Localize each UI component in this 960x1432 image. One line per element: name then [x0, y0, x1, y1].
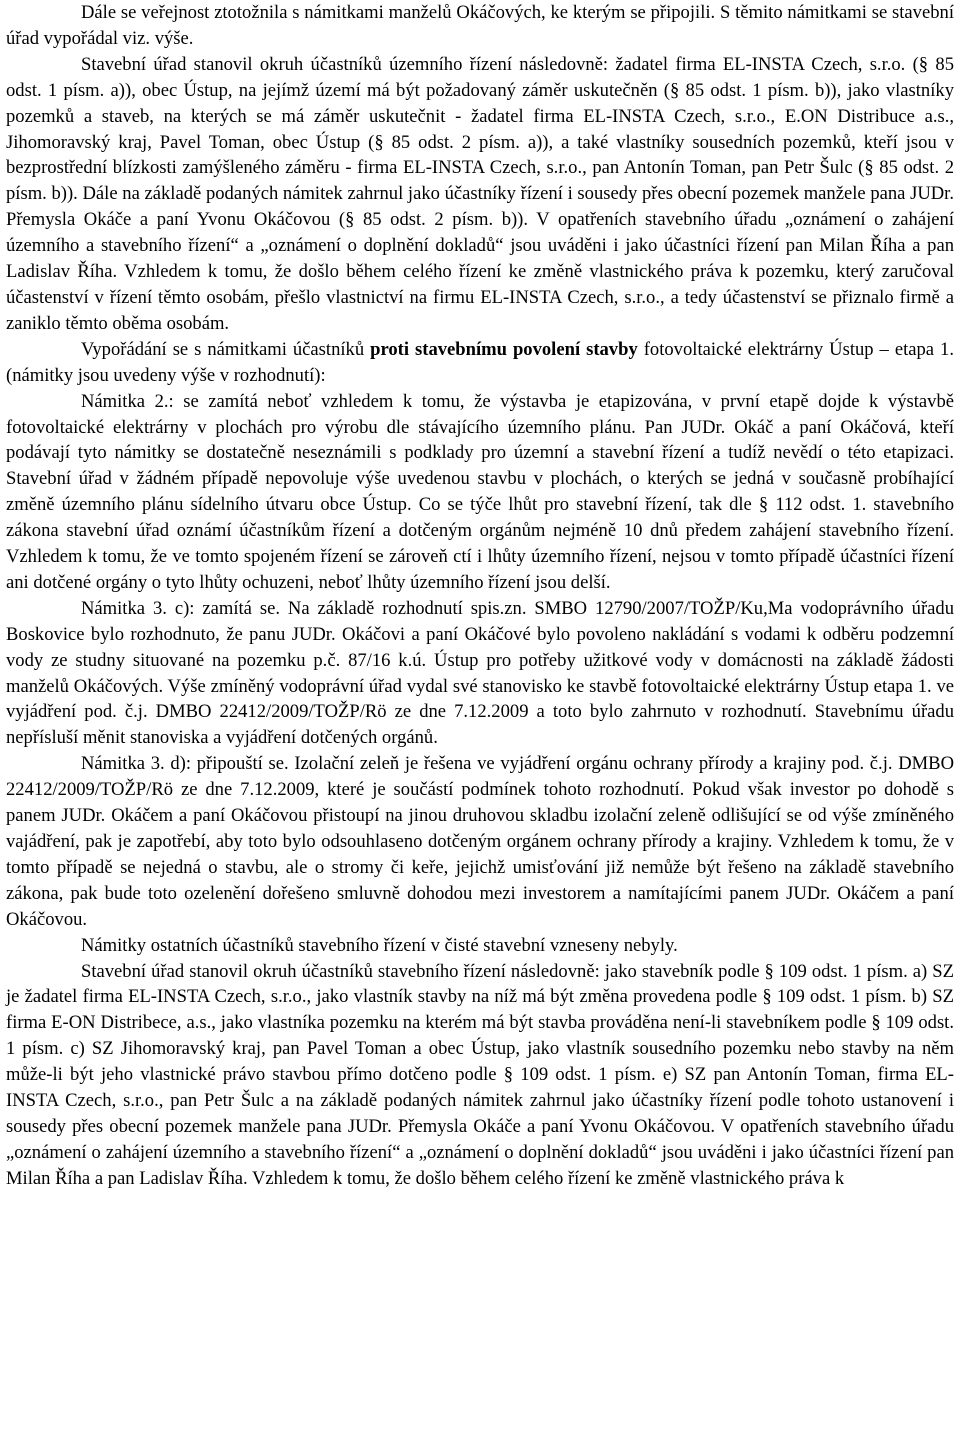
text-run: Námitka 3. c): zamítá se. Na základě rozhodnutí spis.zn. SMBO 12790/2007/TOŽP/Ku,Ma vodoprávního úřadu Boskovice bylo rozhodnuto, že panu JUDr. Okáčovi a paní Okáčové bylo povoleno nakládání s vodami k odběru podzemní vody ze studny situované na pozemku p.č. 87/16 k.ú. Ústup pro potřeby užitkové vody v domácnosti na základě žádosti manželů Okáčových. Výše zmíněný vodoprávní úřad vydal své stanovisko ke stavbě fotovoltaické elektrárny Ústup etapa 1. ve vyjádření pod. č.j. DMBO 22412/2009/TOŽP/Rö ze dne 7.12.2009 a toto bylo zahrnuto v rozhodnutí. Stavebnímu úřadu nepřísluší měnit stanoviska a vyjádření dotčených orgánů. — [6, 597, 954, 749]
text-run: Dále se veřejnost ztotožnila s námitkami manželů Okáčových, ke kterým se připojili. S těmito námitkami se stavební úřad vypořádal viz. výše. — [6, 2, 954, 49]
bold-text-run: proti stavebnímu povolení stavby — [370, 338, 638, 360]
text-run: Stavební úřad stanovil okruh účastníků stavebního řízení následovně: jako stavebník podle § 109 odst. 1 písm. a) SZ je žadatel firma EL-INSTA Czech, s.r.o., jako vlastník stavby na níž má být změna provedena podle § 109 odst. 1 písm. b) SZ firma E-ON Distribece, a.s., jako vlastníka pozemku na kterém má být stavba prováděna není-li stavebníkem podle § 109 odst. 1 písm. c) SZ Jihomoravský kraj, pan Pavel Toman a obec Ústup, jako vlastník sousedního pozemku nebo stavby na něm může-li být jeho vlastnické právo stavbou přímo dotčeno podle § 109 odst. 1 písm. e) SZ pan Antonín Toman, firma EL-INSTA Czech, s.r.o., pan Petr Šulc a na základě podaných námitek zahrnul jako účastníky řízení podle tohoto ustanovení i sousedy přes obecní pozemek manžele pana JUDr. Přemysla Okáče a paní Yvonu Okáčovou. V opatřeních stavebního úřadu „oznámení o zahájení územního a stavebního řízení“ a „oznámení o doplnění dokladů“ jsou uváděni i jako účastníci řízení pan Milan Říha a pan Ladislav Říha. Vzhledem k tomu, že došlo během celého řízení ke změně vlastnického práva k — [6, 960, 954, 1189]
text-run: fotovoltaické elektrárny Ústup – etapa 1. (námitky jsou uvedeny výše v rozhodnutí): — [6, 338, 954, 386]
text-run: Námitky ostatních účastníků stavebního řízení v čisté stavební vzneseny nebyly. — [81, 934, 678, 956]
paragraph-territorial-participants — [6, 52, 954, 337]
paragraph-public-objections — [6, 0, 954, 52]
text-run: Námitka 3. d): připouští se. Izolační zeleň je řešena ve vyjádření orgánu ochrany přírody a krajiny pod. č.j. DMBO 22412/2009/TOŽP/Rö ze dne 7.12.2009, které je součástí podmínek tohoto rozhodnutí. Pokud však investor po dohodě s panem JUDr. Okáčem a paní Okáčovou přistoupí na jinou druhovou skladbu izolační zeleně odlišující se od výše zmíněného vajádření, pak je zapotřebí, aby toto bylo odsouhlaseno dotčeným orgánem ochrany přírody a krajiny. Vzhledem k tomu, že v tomto případě se nejedná o stavbu, ale o stromy či keře, jejichž umisťování již nemůže být řešeno na základě stavebního zákona, pak bude toto ozelenění dořešeno smluvně dohodou mezi investorem a namítajícími panem JUDr. Okáčem a paní Okáčovou. — [6, 753, 954, 930]
paragraph-building-permit-objections-intro — [6, 337, 954, 389]
paragraph-objection-2 — [6, 389, 954, 596]
paragraph-objection-3c — [6, 596, 954, 751]
paragraph-no-other-objections — [6, 933, 954, 959]
text-run: Námitka 2.: se zamítá neboť vzhledem k tomu, že výstavba je etapizována, v první etapě dojde k výstavbě fotovoltaické elektrárny v plochách pro výrobu dle stávajícího územního plánu. Pan JUDr. Okáč a paní Okáčová, kteří podávají tyto námitky se dostatečně neseznámili s podklady pro územní a stavební řízení a tudíž nevědí o této etapizaci. Stavební úřad v žádném případě nepovoluje výše uvedenou stavbu v plochách, o kterých se jedná v současně probíhající změně územního plánu sídelního útvaru obce Ústup. Co se týče lhůt pro stavební řízení, tak dle § 112 odst. 1. stavebního zákona stavební úřad oznámí účastníkům řízení a dotčeným orgánům nejméně 10 dnů předem zahájení stavebního řízení. Vzhledem k tomu, že ve tomto spojeném řízení se zároveň ctí i lhůty územního řízení, nejsou v tomto případě účastníci řízení ani dotčené orgány o tyto lhůty ochuzeni, neboť lhůty územního řízení jsou delší. — [6, 390, 954, 593]
text-run: Vypořádání se s námitkami účastníků — [81, 338, 371, 360]
paragraph-building-participants — [6, 959, 954, 1192]
paragraph-objection-3d — [6, 751, 954, 932]
text-run: Stavební úřad stanovil okruh účastníků územního řízení následovně: žadatel firma EL-INSTA Czech, s.r.o. (§ 85 odst. 1 písm. a)), obec Ústup, na jejímž území má být požadovaný záměr uskutečněn (§ 85 odst. 1 písm. b)), jako vlastníky pozemků a staveb, na kterých se má záměr uskutečnit - žadatel firma EL-INSTA Czech, s.r.o., E.ON Distribuce a.s., Jihomoravský kraj, Pavel Toman, obec Ústup (§ 85 odst. 2 písm. a)), a také vlastníky sousedních pozemků, kteří jsou v bezprostřední blízkosti zamýšleného záměru - firma EL-INSTA Czech, s.r.o., pan Antonín Toman, pan Petr Šulc (§ 85 odst. 2 písm. b)). Dále na základě podaných námitek zahrnul jako účastníky řízení i sousedy přes obecní pozemek manžele pana JUDr. Přemysla Okáče a paní Yvonu Okáčovou (§ 85 odst. 2 písm. b)). V opatřeních stavebního úřadu „oznámení o zahájení územního a stavebního řízení“ a „oznámení o doplnění dokladů“ jsou uváděni i jako účastníci řízení pan Milan Říha a pan Ladislav Říha. Vzhledem k tomu, že došlo během celého řízení ke změně vlastnického práva k pozemku, který zaručoval účastenství v řízení těmto osobám, přešlo vlastnictví na firmu EL-INSTA Czech, s.r.o., a tedy účastenství se přiznalo firmě a zaniklo těmto oběma osobám. — [6, 53, 954, 334]
